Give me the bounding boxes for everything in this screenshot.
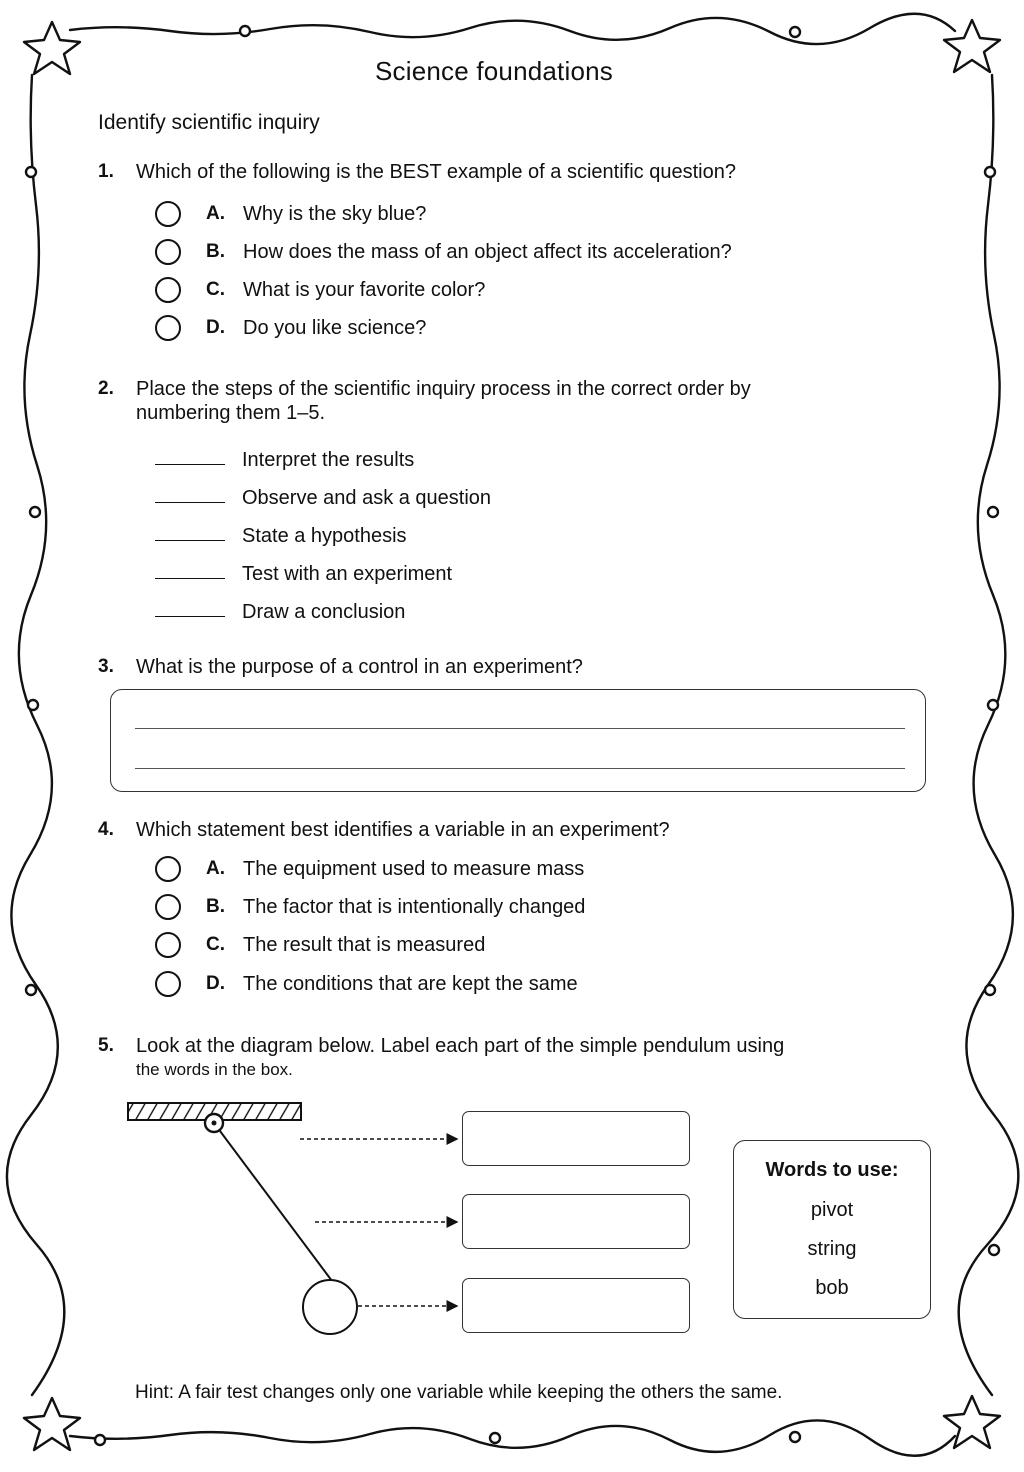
q4-number: 4.	[98, 819, 114, 840]
q2-step	[155, 596, 405, 628]
q2-step	[155, 444, 414, 476]
label-box-top[interactable]	[462, 1111, 690, 1166]
q4-option-d[interactable]	[155, 968, 578, 1000]
q3-text: What is the purpose of a control in an experiment?	[136, 656, 583, 678]
page-title: Science foundations	[375, 56, 613, 86]
q5-text-line1: Look at the diagram below. Label each part of the simple pendulum using	[136, 1035, 785, 1057]
q2-text-line2: numbering them 1–5.	[136, 402, 326, 424]
answer-blank[interactable]	[155, 596, 225, 617]
option-text: The equipment used to measure mass	[243, 857, 585, 880]
option-letter: C.	[206, 279, 225, 300]
option-text: The conditions that are kept the same	[243, 972, 578, 995]
step-text: Interpret the results	[242, 448, 415, 471]
q1-option-c[interactable]	[155, 274, 485, 306]
option-text: The result that is measured	[243, 933, 486, 956]
pivot-point	[205, 1114, 223, 1132]
q3-number: 3.	[98, 656, 114, 677]
q2-step	[155, 520, 407, 552]
step-text: State a hypothesis	[242, 524, 407, 547]
option-text: What is your favorite color?	[243, 278, 486, 301]
option-letter: A.	[206, 203, 225, 224]
option-letter: D.	[206, 317, 225, 338]
option-letter: B.	[206, 241, 225, 262]
option-text: Why is the sky blue?	[243, 202, 427, 225]
word-bank-title: Words to use:	[765, 1159, 899, 1181]
label-box-middle[interactable]	[462, 1194, 690, 1249]
radio-button[interactable]	[155, 315, 181, 341]
option-letter: A.	[206, 858, 225, 879]
q1-option-d[interactable]	[155, 312, 426, 344]
answer-blank[interactable]	[155, 482, 225, 503]
q5-text-line2: the words in the box.	[136, 1060, 293, 1079]
q2-text-line1: Place the steps of the scientific inquiry process in the correct order by	[136, 378, 751, 400]
option-text: Do you like science?	[243, 316, 427, 339]
q1-text: Which of the following is the BEST example of a scientific question?	[136, 161, 736, 183]
word-bank-item: pivot	[810, 1199, 854, 1221]
radio-button[interactable]	[155, 201, 181, 227]
option-text: The factor that is intentionally changed	[243, 895, 586, 918]
step-text: Draw a conclusion	[242, 600, 406, 623]
answer-line	[135, 768, 905, 769]
answer-blank[interactable]	[155, 558, 225, 579]
q2-step	[155, 558, 452, 590]
pendulum-string	[214, 1123, 332, 1281]
radio-button[interactable]	[155, 971, 181, 997]
answer-blank[interactable]	[155, 444, 225, 465]
q4-text: Which statement best identifies a variable in an experiment?	[136, 819, 670, 841]
q5-number: 5.	[98, 1035, 114, 1056]
option-letter: B.	[206, 896, 225, 917]
section-heading: Identify scientific inquiry	[98, 111, 320, 134]
q2-step	[155, 482, 491, 514]
answer-blank[interactable]	[155, 520, 225, 541]
option-letter: C.	[206, 934, 225, 955]
answer-line	[135, 728, 905, 729]
pendulum-bob	[303, 1280, 357, 1334]
pendulum-diagram	[120, 1095, 470, 1345]
step-text: Observe and ask a question	[242, 486, 492, 509]
word-bank-item: string	[807, 1238, 857, 1260]
hint-text: Hint: A fair test changes only one variable while keeping the others the same.	[135, 1382, 783, 1403]
q1-number: 1.	[98, 161, 114, 182]
radio-button[interactable]	[155, 856, 181, 882]
q4-option-a[interactable]	[155, 853, 584, 885]
word-bank-box	[733, 1140, 931, 1319]
q1-option-a[interactable]	[155, 198, 426, 230]
radio-button[interactable]	[155, 932, 181, 958]
q1-option-b[interactable]	[155, 236, 732, 268]
option-text: How does the mass of an object affect its acceleration?	[243, 240, 732, 263]
label-box-bottom[interactable]	[462, 1278, 690, 1333]
word-bank-item: bob	[815, 1277, 849, 1299]
q2-number: 2.	[98, 378, 114, 399]
radio-button[interactable]	[155, 894, 181, 920]
step-text: Test with an experiment	[242, 562, 453, 585]
option-letter: D.	[206, 973, 225, 994]
q4-option-b[interactable]	[155, 891, 585, 923]
q4-option-c[interactable]	[155, 929, 485, 961]
radio-button[interactable]	[155, 239, 181, 265]
radio-button[interactable]	[155, 277, 181, 303]
q3-answer-box[interactable]	[110, 689, 926, 792]
